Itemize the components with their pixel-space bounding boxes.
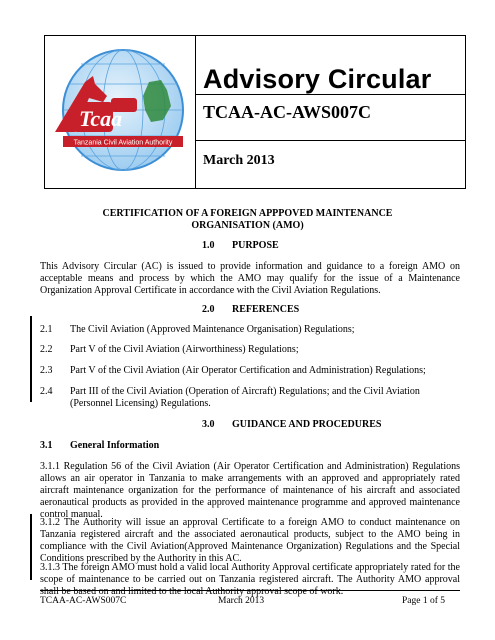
subsection-title: General Information xyxy=(70,440,160,451)
section-number: 1.0 xyxy=(202,240,215,251)
footer-doc-number: TCAA-AC-AWS007C xyxy=(40,596,127,606)
footer-divider xyxy=(40,590,460,591)
reference-item xyxy=(40,386,460,410)
header-box xyxy=(44,35,466,189)
section-number: 2.0 xyxy=(202,304,215,315)
guidance-paragraph: 3.1.3 The foreign AMO must hold a valid local Authority Approval certificate appropriately rated for the scope of maintenance to be carried out on Tanzania registered aircraft. The Authority AMO approval shall be based on and limited to the local Authority approval scope of work. xyxy=(40,562,460,597)
guidance-paragraph: 3.1.2 The Authority will issue an approval Certificate to a foreign AMO to conduct maintenance on Tanzania registered aircraft and the associated aeronautical products, subject to the AMO being in compliance with the Civil Aviation(Approved Maintenance Organization) Regulations and the Special Conditions prescribed by the Authority in this AC. xyxy=(40,517,460,564)
section-title: PURPOSE xyxy=(232,240,279,251)
revision-bar xyxy=(30,560,32,580)
document-title-line: CERTIFICATION OF A FOREIGN APPPOVED MAINTENANCE xyxy=(102,208,393,219)
section-title: REFERENCES xyxy=(232,304,300,315)
footer-date: March 2013 xyxy=(218,596,265,606)
reference-number: 2.3 xyxy=(40,365,53,376)
advisory-circular-title: Advisory Circular xyxy=(203,64,432,94)
title-cell xyxy=(196,36,465,188)
reference-number: 2.2 xyxy=(40,344,53,355)
guidance-paragraph: 3.1.1 Regulation 56 of the Civil Aviation (Air Operator Certification and Administration) Regulations allows an air operator in Tanzania to make arrangements with an approved and appropriately rated aircraft maintenance organization for the performance of maintenance of his aircraft and associated aeronautical products as provided in the approved maintenance programme and approved maintenance control manual. xyxy=(40,461,460,520)
logo-abbrev: Tcaa xyxy=(79,106,123,131)
logo-cell xyxy=(45,36,196,188)
section-heading-guidance xyxy=(202,419,381,430)
logo-caption: Tanzania Civil Aviation Authority xyxy=(73,139,173,147)
reference-text: Part V of the Civil Aviation (Air Operator Certification and Administration) Regulations; xyxy=(70,365,426,376)
section-heading-purpose xyxy=(202,240,279,251)
divider xyxy=(196,94,465,95)
ac-date: March 2013 xyxy=(203,153,275,168)
footer-page-number: Page 1 of 5 xyxy=(402,596,446,606)
tcaa-logo xyxy=(45,36,195,188)
reference-text: Part V of the Civil Aviation (Airworthiness) Regulations; xyxy=(70,344,299,355)
divider xyxy=(196,140,465,141)
revision-bar xyxy=(30,340,32,402)
document-title xyxy=(60,208,435,232)
reference-text: Part III of the Civil Aviation (Operation of Aircraft) Regulations; and the Civil Aviation (Personnel Licensing) Regulations. xyxy=(70,386,420,409)
section-title: GUIDANCE AND PROCEDURES xyxy=(232,419,382,430)
ac-number: TCAA-AC-AWS007C xyxy=(203,102,372,122)
document-title-line: ORGANISATION (AMO) xyxy=(191,220,304,231)
reference-text: The Civil Aviation (Approved Maintenance Organisation) Regulations; xyxy=(70,324,355,335)
subsection-heading xyxy=(40,440,159,451)
section-heading-references xyxy=(202,304,299,315)
purpose-paragraph: This Advisory Circular (AC) is issued to provide information and guidance to a foreign AMO on acceptable means and process by which the AMO may qualify for the issue of a Maintenance Organization Approval Certificate in accordance with the Civil Aviation Regulations. xyxy=(40,261,460,296)
subsection-number: 3.1 xyxy=(40,440,53,451)
reference-number: 2.1 xyxy=(40,324,53,335)
revision-bar xyxy=(30,514,32,564)
reference-number: 2.4 xyxy=(40,386,53,397)
section-number: 3.0 xyxy=(202,419,215,430)
